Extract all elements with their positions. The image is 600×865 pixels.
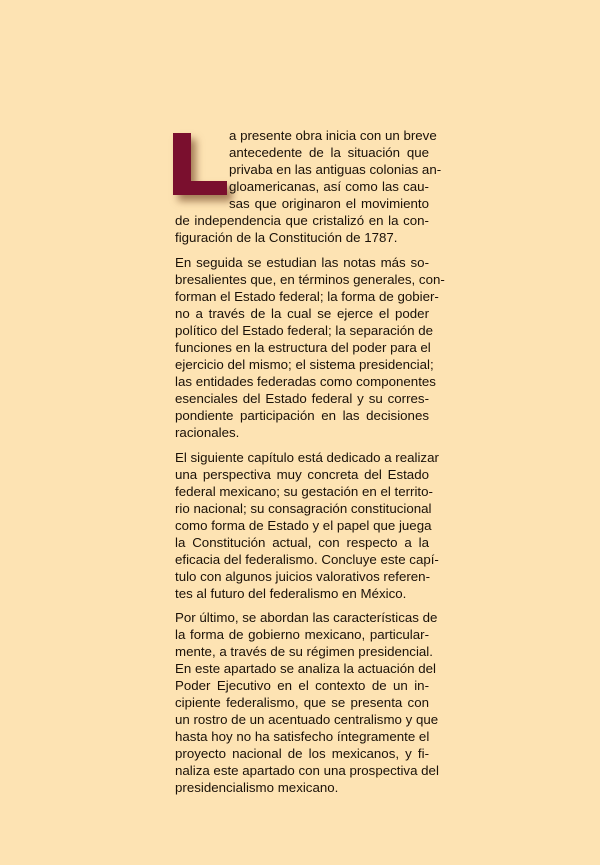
text-line: mente, a través de su régimen presidencial.: [175, 644, 433, 659]
text-line: esenciales del Estado federal y su corres-: [175, 391, 429, 406]
text-line: racionales.: [175, 425, 240, 440]
text-line: privaba en las antiguas colonias an-: [229, 162, 442, 177]
text-line: naliza este apartado con una prospectiva del: [175, 763, 439, 778]
text-line: proyecto nacional de los mexicanos, y fi-: [175, 746, 429, 761]
text-line: rio nacional; su consagración constitucional: [175, 501, 432, 516]
text-line: tes al futuro del federalismo en México.: [175, 586, 407, 601]
text-line: como forma de Estado y el papel que juega: [175, 518, 432, 533]
text-line: político del Estado federal; la separación de: [175, 323, 433, 338]
text-line: a presente obra inicia con un breve: [229, 128, 437, 143]
text-line: pondiente participación en las decisiones: [175, 408, 429, 423]
text-line: El siguiente capítulo está dedicado a realizar: [175, 450, 439, 465]
text-line: Poder Ejecutivo en el contexto de un in-: [175, 678, 429, 693]
text-line: bresalientes que, en términos generales, con-: [175, 272, 445, 287]
text-line: de independencia que cristalizó en la con-: [175, 213, 429, 228]
text-line: no a través de la cual se ejerce el poder: [175, 306, 429, 321]
text-line: hasta hoy no ha satisfecho íntegramente el: [175, 729, 430, 744]
text-line: tulo con algunos juicios valorativos referen-: [175, 569, 430, 584]
text-line: En este apartado se analiza la actuación del: [175, 661, 436, 676]
text-line: un rostro de un acentuado centralismo y que: [175, 712, 439, 727]
text-line: Por último, se abordan las características de: [175, 610, 438, 625]
text-line: una perspectiva muy concreta del Estado: [175, 467, 429, 482]
text-line: antecedente de la situación que: [229, 145, 429, 160]
text-line: presidencialismo mexicano.: [175, 780, 339, 795]
text-line: figuración de la Constitución de 1787.: [175, 230, 398, 245]
text-line: En seguida se estudian las notas más so-: [175, 255, 429, 270]
text-line: federal mexicano; su gestación en el territo-: [175, 484, 433, 499]
text-line: gloamericanas, así como las cau-: [229, 179, 429, 194]
dropcap-letter-l: [173, 133, 227, 195]
text-line: la forma de gobierno mexicano, particular-: [175, 627, 429, 642]
text-line: las entidades federadas como componentes: [175, 374, 436, 389]
text-line: la Constitución actual, con respecto a la: [175, 535, 429, 550]
text-line: eficacia del federalismo. Concluye este capí-: [175, 552, 439, 567]
text-line: sas que originaron el movimiento: [229, 196, 429, 211]
text-line: ejercicio del mismo; el sistema presidencial;: [175, 357, 434, 372]
text-line: forman el Estado federal; la forma de gobier-: [175, 289, 439, 304]
text-line: cipiente federalismo, que se presenta con: [175, 695, 429, 710]
text-line: funciones en la estructura del poder para el: [175, 340, 431, 355]
